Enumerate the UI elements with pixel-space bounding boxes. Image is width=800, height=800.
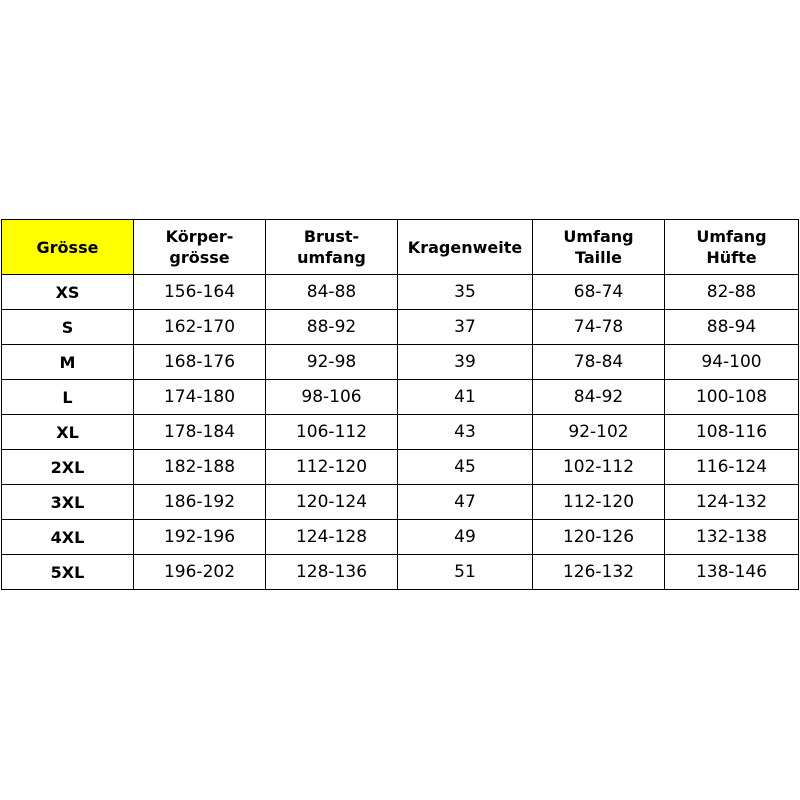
- brustumfang-cell: 98-106: [266, 380, 398, 415]
- header-koerpergroesse: Körper- grösse: [134, 220, 266, 275]
- koerpergroesse-cell: 192-196: [134, 520, 266, 555]
- table-row: [2, 555, 799, 590]
- kragenweite-cell: 41: [398, 380, 533, 415]
- koerpergroesse-cell: 196-202: [134, 555, 266, 590]
- size-cell: 5XL: [2, 555, 134, 590]
- kragenweite-cell: 51: [398, 555, 533, 590]
- koerpergroesse-cell: 178-184: [134, 415, 266, 450]
- kragenweite-cell: 47: [398, 485, 533, 520]
- taille-cell: 112-120: [533, 485, 665, 520]
- brustumfang-cell: 128-136: [266, 555, 398, 590]
- table-row: [2, 380, 799, 415]
- huefte-cell: 124-132: [665, 485, 799, 520]
- taille-cell: 120-126: [533, 520, 665, 555]
- size-cell: M: [2, 345, 134, 380]
- kragenweite-cell: 39: [398, 345, 533, 380]
- taille-cell: 126-132: [533, 555, 665, 590]
- koerpergroesse-cell: 182-188: [134, 450, 266, 485]
- header-umfang-huefte: Umfang Hüfte: [665, 220, 799, 275]
- huefte-cell: 94-100: [665, 345, 799, 380]
- koerpergroesse-cell: 174-180: [134, 380, 266, 415]
- table-row: [2, 415, 799, 450]
- header-row: [2, 220, 799, 275]
- table-row: [2, 345, 799, 380]
- table-row: [2, 275, 799, 310]
- brustumfang-cell: 106-112: [266, 415, 398, 450]
- taille-cell: 84-92: [533, 380, 665, 415]
- huefte-cell: 116-124: [665, 450, 799, 485]
- brustumfang-cell: 92-98: [266, 345, 398, 380]
- huefte-cell: 108-116: [665, 415, 799, 450]
- size-cell: 2XL: [2, 450, 134, 485]
- size-cell: XS: [2, 275, 134, 310]
- brustumfang-cell: 120-124: [266, 485, 398, 520]
- header-groesse: Grösse: [2, 220, 134, 275]
- size-chart-table: [1, 219, 799, 590]
- table-row: [2, 485, 799, 520]
- kragenweite-cell: 49: [398, 520, 533, 555]
- koerpergroesse-cell: 168-176: [134, 345, 266, 380]
- size-cell: XL: [2, 415, 134, 450]
- huefte-cell: 100-108: [665, 380, 799, 415]
- kragenweite-cell: 43: [398, 415, 533, 450]
- huefte-cell: 82-88: [665, 275, 799, 310]
- brustumfang-cell: 88-92: [266, 310, 398, 345]
- kragenweite-cell: 45: [398, 450, 533, 485]
- brustumfang-cell: 84-88: [266, 275, 398, 310]
- koerpergroesse-cell: 156-164: [134, 275, 266, 310]
- taille-cell: 102-112: [533, 450, 665, 485]
- size-cell: L: [2, 380, 134, 415]
- table-row: [2, 310, 799, 345]
- brustumfang-cell: 112-120: [266, 450, 398, 485]
- header-kragenweite: Kragenweite: [398, 220, 533, 275]
- taille-cell: 74-78: [533, 310, 665, 345]
- taille-cell: 78-84: [533, 345, 665, 380]
- koerpergroesse-cell: 186-192: [134, 485, 266, 520]
- koerpergroesse-cell: 162-170: [134, 310, 266, 345]
- kragenweite-cell: 35: [398, 275, 533, 310]
- taille-cell: 92-102: [533, 415, 665, 450]
- table-row: [2, 520, 799, 555]
- taille-cell: 68-74: [533, 275, 665, 310]
- kragenweite-cell: 37: [398, 310, 533, 345]
- size-cell: 4XL: [2, 520, 134, 555]
- size-cell: S: [2, 310, 134, 345]
- huefte-cell: 88-94: [665, 310, 799, 345]
- huefte-cell: 138-146: [665, 555, 799, 590]
- size-cell: 3XL: [2, 485, 134, 520]
- header-brustumfang: Brust- umfang: [266, 220, 398, 275]
- table-row: [2, 450, 799, 485]
- huefte-cell: 132-138: [665, 520, 799, 555]
- header-umfang-taille: Umfang Taille: [533, 220, 665, 275]
- brustumfang-cell: 124-128: [266, 520, 398, 555]
